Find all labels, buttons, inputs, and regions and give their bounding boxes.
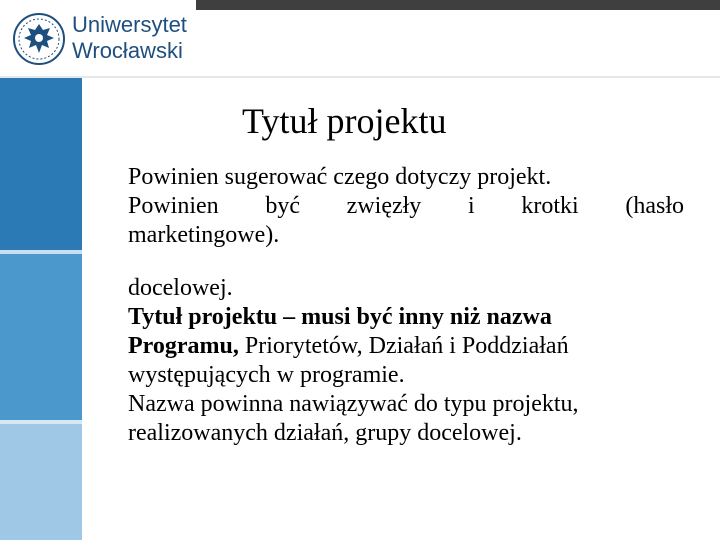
text-line: realizowanych działań, grupy docelowej. xyxy=(128,420,522,446)
text-line xyxy=(128,332,684,361)
text-line: Nazwa powinna nawiązywać do typu projektu, xyxy=(128,391,579,417)
strip-segment xyxy=(0,254,82,420)
paragraph-1 xyxy=(128,163,684,250)
slide-title: Tytuł projektu xyxy=(242,101,447,141)
header xyxy=(0,0,720,78)
bold-text: Programu, xyxy=(128,333,239,359)
left-decorative-strip xyxy=(0,78,82,540)
plain-text: Priorytetów, Działań i Poddziałań xyxy=(238,333,569,359)
logo-text xyxy=(72,12,187,64)
university-logo xyxy=(12,10,202,68)
logo-line-1: Uniwersytet xyxy=(72,12,187,37)
text-line-justified: Powinien być zwięzły i krotki (hasło xyxy=(128,193,684,219)
strip-segment xyxy=(0,424,82,540)
text-line: docelowej. xyxy=(128,275,233,301)
text-line: marketingowe). xyxy=(128,222,280,248)
text-line xyxy=(128,303,684,332)
paragraph-2 xyxy=(128,274,684,448)
text-line: Powinien sugerować czego dotyczy projekt. xyxy=(128,164,552,190)
paragraph-gap xyxy=(128,250,684,274)
strip-segment xyxy=(0,78,82,250)
logo-line-2: Wrocławski xyxy=(72,38,183,63)
header-bar xyxy=(196,0,720,10)
slide-body xyxy=(128,163,684,448)
bold-text: Tytuł projektu – musi być inny niż nazwa xyxy=(128,304,552,330)
eagle-crest-icon xyxy=(12,12,66,66)
text-line: występujących w programie. xyxy=(128,362,405,388)
header-rule xyxy=(0,76,720,78)
